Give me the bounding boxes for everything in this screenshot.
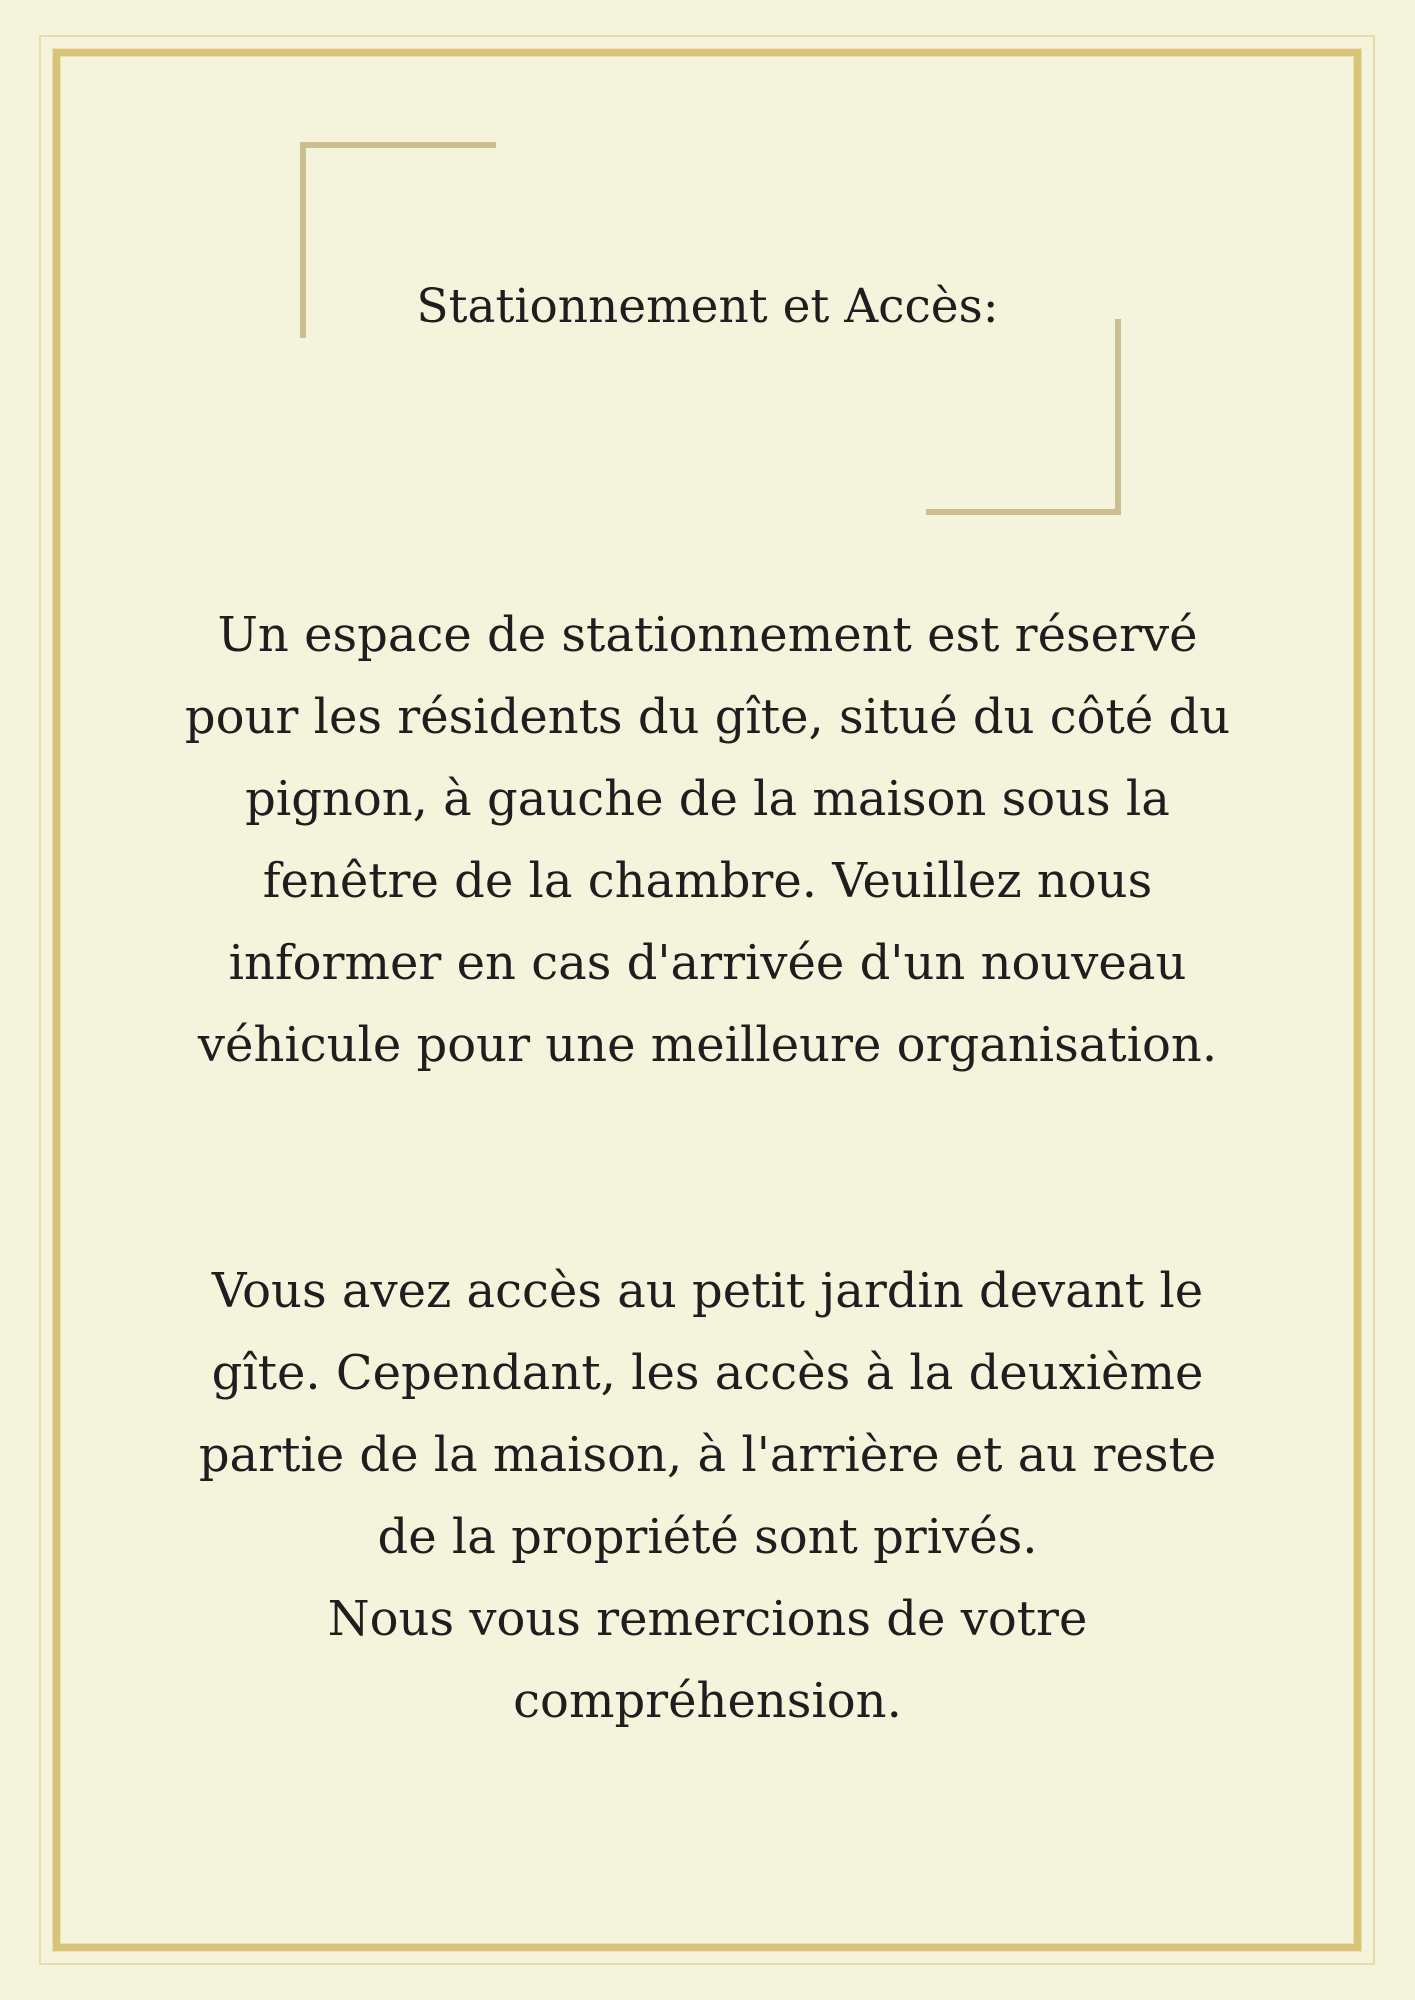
- bottom-right-bracket-vertical: [1115, 319, 1121, 515]
- text-line: partie de la maison, à l'arrière et au reste: [198, 1427, 1217, 1483]
- bottom-right-bracket-horizontal: [926, 509, 1121, 515]
- access-paragraph: [130, 1250, 1285, 1742]
- text-line: Un espace de stationnement est réservé: [217, 607, 1198, 663]
- text-line: compréhension.: [513, 1673, 902, 1729]
- text-line: fenêtre de la chambre. Veuillez nous: [262, 853, 1153, 909]
- text-line: de la propriété sont privés.: [377, 1509, 1038, 1565]
- text-line: informer en cas d'arrivée d'un nouveau: [228, 935, 1187, 991]
- text-line: pignon, à gauche de la maison sous la: [245, 771, 1170, 827]
- text-line: véhicule pour une meilleure organisation.: [197, 1017, 1218, 1073]
- text-line: Nous vous remercions de votre: [327, 1591, 1088, 1647]
- parking-paragraph: [130, 594, 1285, 1086]
- text-line: pour les résidents du gîte, situé du côté du: [184, 689, 1231, 745]
- text-line: gîte. Cependant, les accès à la deuxième: [211, 1345, 1204, 1401]
- text-line: Vous avez accès au petit jardin devant le: [211, 1263, 1204, 1319]
- page-title: Stationnement et Accès:: [416, 279, 999, 334]
- top-left-bracket-horizontal: [300, 142, 496, 148]
